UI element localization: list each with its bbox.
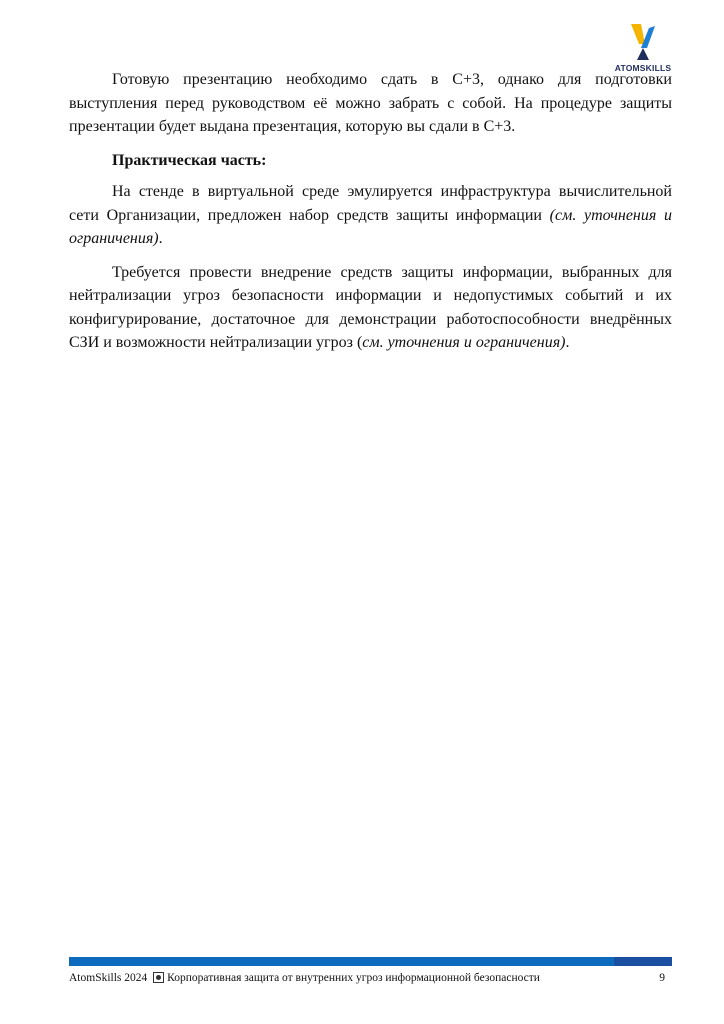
paragraph-text: На стенде в виртуальной среде эмулируется инфраструктура вычислительной сети Организации, предложен набор средств защиты информации	[69, 183, 672, 224]
footer-bar	[69, 957, 672, 966]
logo-text: ATOMSKILLS	[614, 63, 672, 73]
paragraph-reference: см. уточнения и ограничения)	[362, 334, 566, 351]
paragraph-end: .	[158, 230, 163, 247]
footer-event: AtomSkills 2024	[69, 972, 148, 984]
paragraph-text: Требуется провести внедрение средств защиты информации, выбранных для нейтрализации угроз безопасности информации и недопустимых событий и их конфигурирование, достаточное для демонстрации работоспособности внедрённых СЗИ и возможности нейтрализации угроз (	[69, 263, 672, 351]
footer-emblem-icon	[153, 972, 164, 983]
paragraph-presentation: Готовую презентацию необходимо сдать в С+3, однако для подготовки выступления перед руководством её можно забрать с собой. На процедуре защиты презентации будет выдана презентация, которую вы сдали в С+3.	[69, 71, 672, 135]
page-footer	[69, 970, 672, 986]
page-number: 9	[659, 972, 665, 984]
paragraph-stand	[69, 180, 672, 251]
paragraph-reference: (см. уточнения и ограничения)	[69, 206, 672, 247]
document-body	[69, 68, 672, 365]
atomskills-emblem-icon	[629, 22, 657, 62]
section-heading: Практическая часть:	[112, 151, 267, 169]
footer-bar-segment	[614, 957, 672, 966]
paragraph-requirement	[69, 261, 672, 355]
paragraph-end: .	[565, 334, 570, 351]
footer-title: Корпоративная защита от внутренних угроз информационной безопасности	[167, 972, 540, 984]
